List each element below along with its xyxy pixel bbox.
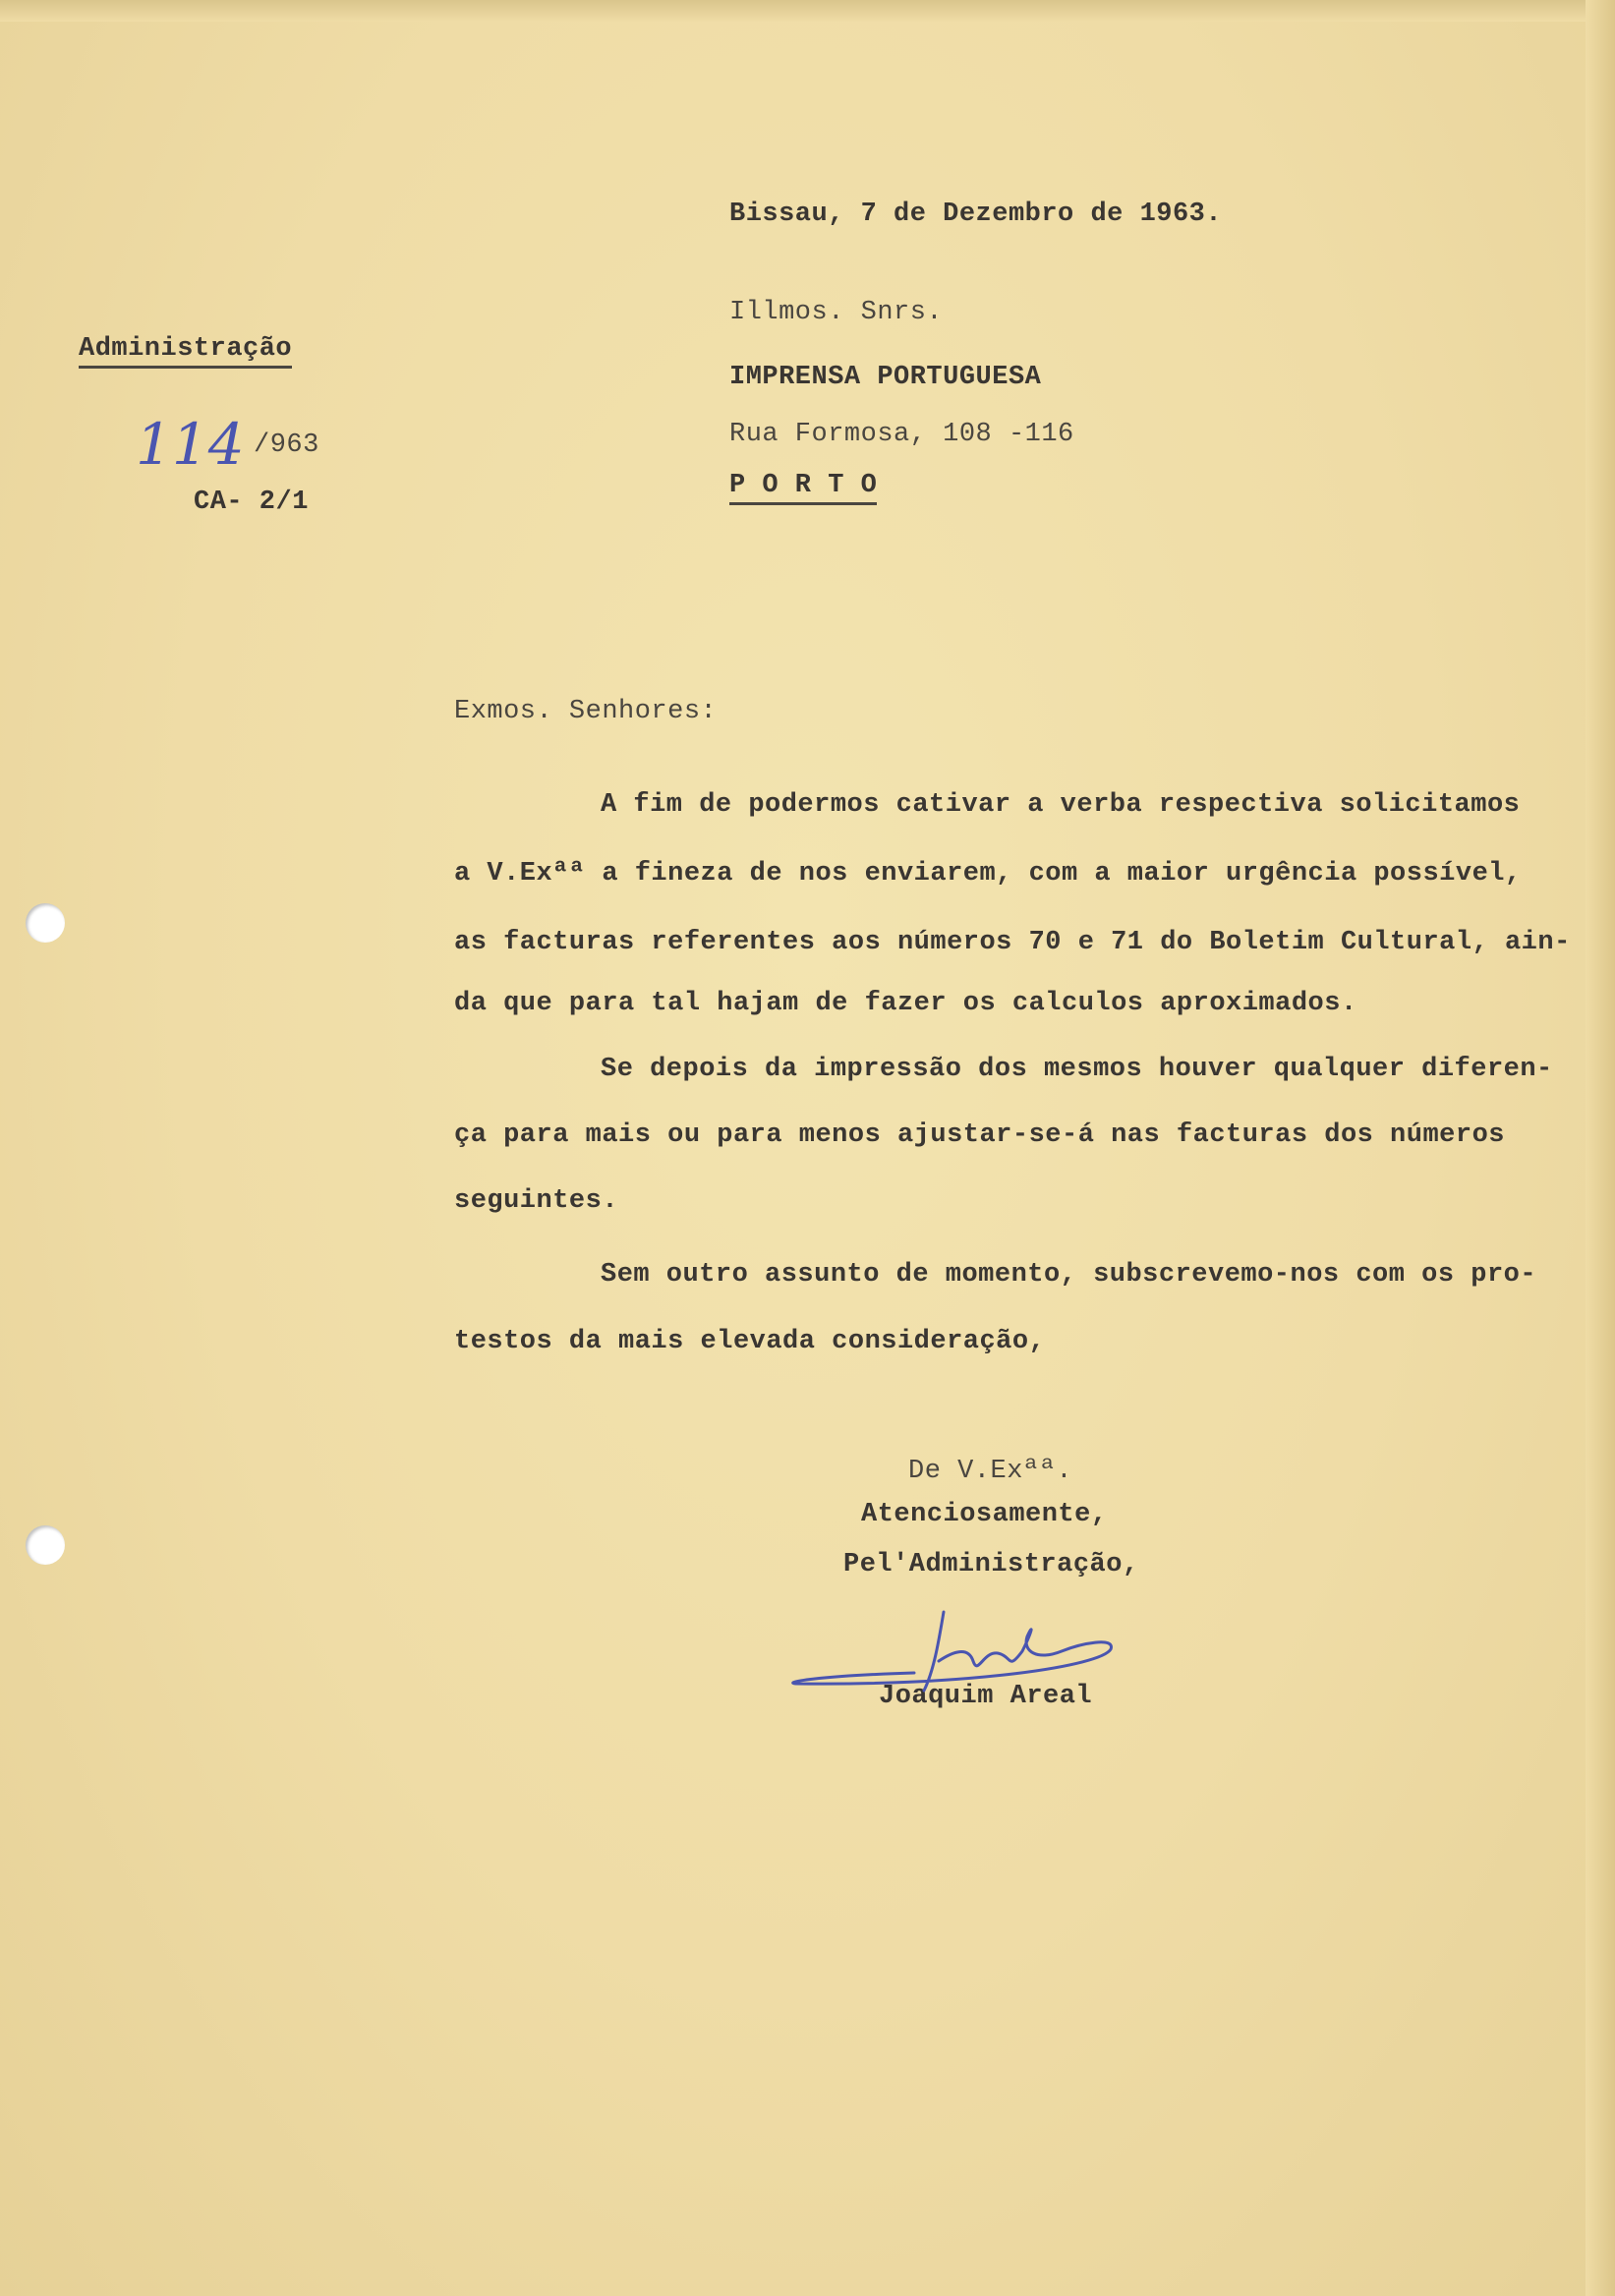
body-line: Se depois da impressão dos mesmos houver qualquer diferen- xyxy=(601,1055,1553,1084)
body-line: ça para mais ou para menos ajustar-se-á nas facturas dos números xyxy=(454,1120,1505,1150)
reference-code: CA- 2/1 xyxy=(194,488,309,517)
closing-line: De V.Exªª. xyxy=(908,1457,1073,1486)
department-heading: Administração xyxy=(79,333,292,369)
body-line: A fim de podermos cativar a verba respectiva solicitamos xyxy=(601,790,1521,820)
body-line: a V.Exªª a fineza de nos enviarem, com a maior urgência possível, xyxy=(454,859,1522,889)
handwritten-reference-number: 114 xyxy=(136,411,245,478)
handwritten-signature xyxy=(777,1592,1150,1710)
greeting: Exmos. Senhores: xyxy=(454,697,718,726)
closing-line: Pel'Administração, xyxy=(843,1550,1139,1579)
date-line: Bissau, 7 de Dezembro de 1963. xyxy=(729,200,1223,229)
body-line: testos da mais elevada consideração, xyxy=(454,1327,1046,1356)
paper-top-edge xyxy=(0,0,1615,22)
reference-year: /963 xyxy=(254,430,319,460)
punch-hole xyxy=(26,1525,65,1565)
recipient-salutation: Illmos. Snrs. xyxy=(729,298,944,327)
body-line: as facturas referentes aos números 70 e 71 do Boletim Cultural, ain- xyxy=(454,928,1571,957)
recipient-city: P O R T O xyxy=(729,470,877,505)
closing-line: Atenciosamente, xyxy=(861,1500,1108,1529)
paper-right-edge xyxy=(1586,0,1615,2296)
signatory-name: Joaquim Areal xyxy=(879,1682,1093,1711)
body-line: Sem outro assunto de momento, subscrevemo-nos com os pro- xyxy=(601,1260,1537,1290)
recipient-street: Rua Formosa, 108 -116 xyxy=(729,420,1074,449)
body-line: seguintes. xyxy=(454,1186,619,1216)
body-line: da que para tal hajam de fazer os calculos aproximados. xyxy=(454,989,1357,1018)
recipient-company: IMPRENSA PORTUGUESA xyxy=(729,363,1042,392)
punch-hole xyxy=(26,903,65,943)
